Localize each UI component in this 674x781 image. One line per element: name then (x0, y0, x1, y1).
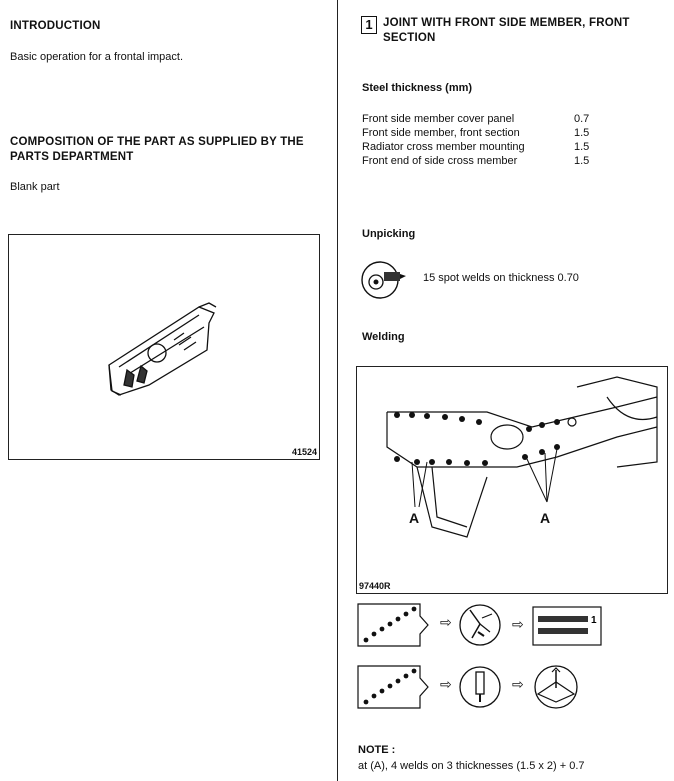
thickness-part: Front side member cover panel (362, 113, 515, 125)
blank-part-drawing (9, 235, 319, 459)
weld-label-a-right: A (540, 510, 551, 526)
welding-heading: Welding (362, 331, 405, 343)
plug-weld-icon (532, 664, 580, 715)
thickness-value: 1.5 (574, 155, 590, 167)
thickness-part: Front end of side cross member (362, 155, 518, 167)
welding-drawing (357, 367, 667, 593)
thickness-value: 1.5 (574, 141, 590, 153)
steel-heading: Steel thickness (mm) (362, 82, 473, 94)
arrow-right-icon: ⇨ (512, 616, 524, 632)
composition-heading-line2: PARTS DEPARTMENT (10, 151, 134, 163)
welding-figure (356, 366, 668, 594)
composition-text: Blank part (10, 181, 60, 193)
thickness-table (362, 112, 589, 168)
thickness-row (362, 126, 589, 140)
intro-heading: INTRODUCTION (10, 20, 101, 32)
thickness-row (362, 112, 589, 126)
note-heading: NOTE : (358, 744, 396, 756)
svg-text:1: 1 (591, 615, 597, 626)
thickness-row (362, 154, 589, 168)
spot-weld-drill-icon (358, 258, 408, 307)
welding-torch-icon (458, 664, 502, 715)
section-number: 1 (361, 16, 377, 34)
weld-label-a-left: A (409, 510, 420, 526)
plug-weld-icon (532, 606, 602, 651)
thickness-row (362, 140, 589, 154)
arrow-right-icon: ⇨ (440, 676, 452, 692)
weld-pattern-icon (356, 602, 440, 653)
unpicking-heading: Unpicking (362, 228, 416, 240)
note-text: at (A), 4 welds on 3 thicknesses (1.5 x 2) + 0.7 (358, 760, 585, 772)
welding-torch-icon (458, 602, 502, 653)
thickness-part: Radiator cross member mounting (362, 141, 525, 153)
composition-heading-line1: COMPOSITION OF THE PART AS SUPPLIED BY THE (10, 136, 304, 148)
thickness-part: Front side member, front section (362, 127, 520, 139)
intro-text: Basic operation for a frontal impact. (10, 51, 184, 63)
composition-heading (10, 135, 304, 165)
thickness-value: 1.5 (574, 127, 590, 139)
figure-number: 41524 (291, 447, 317, 457)
section-title-line2: SECTION (383, 32, 436, 44)
arrow-right-icon: ⇨ (440, 614, 452, 630)
weld-pattern-icon (356, 664, 440, 715)
blank-part-figure (8, 234, 320, 460)
unpicking-text: 15 spot welds on thickness 0.70 (423, 272, 579, 284)
arrow-right-icon: ⇨ (512, 676, 524, 692)
welding-figure-number: 97440R (359, 581, 391, 591)
column-divider (337, 0, 338, 781)
section-header (361, 16, 630, 46)
section-title (383, 16, 630, 46)
thickness-value: 0.7 (574, 113, 590, 125)
section-title-line1: JOINT WITH FRONT SIDE MEMBER, FRONT (383, 17, 630, 29)
